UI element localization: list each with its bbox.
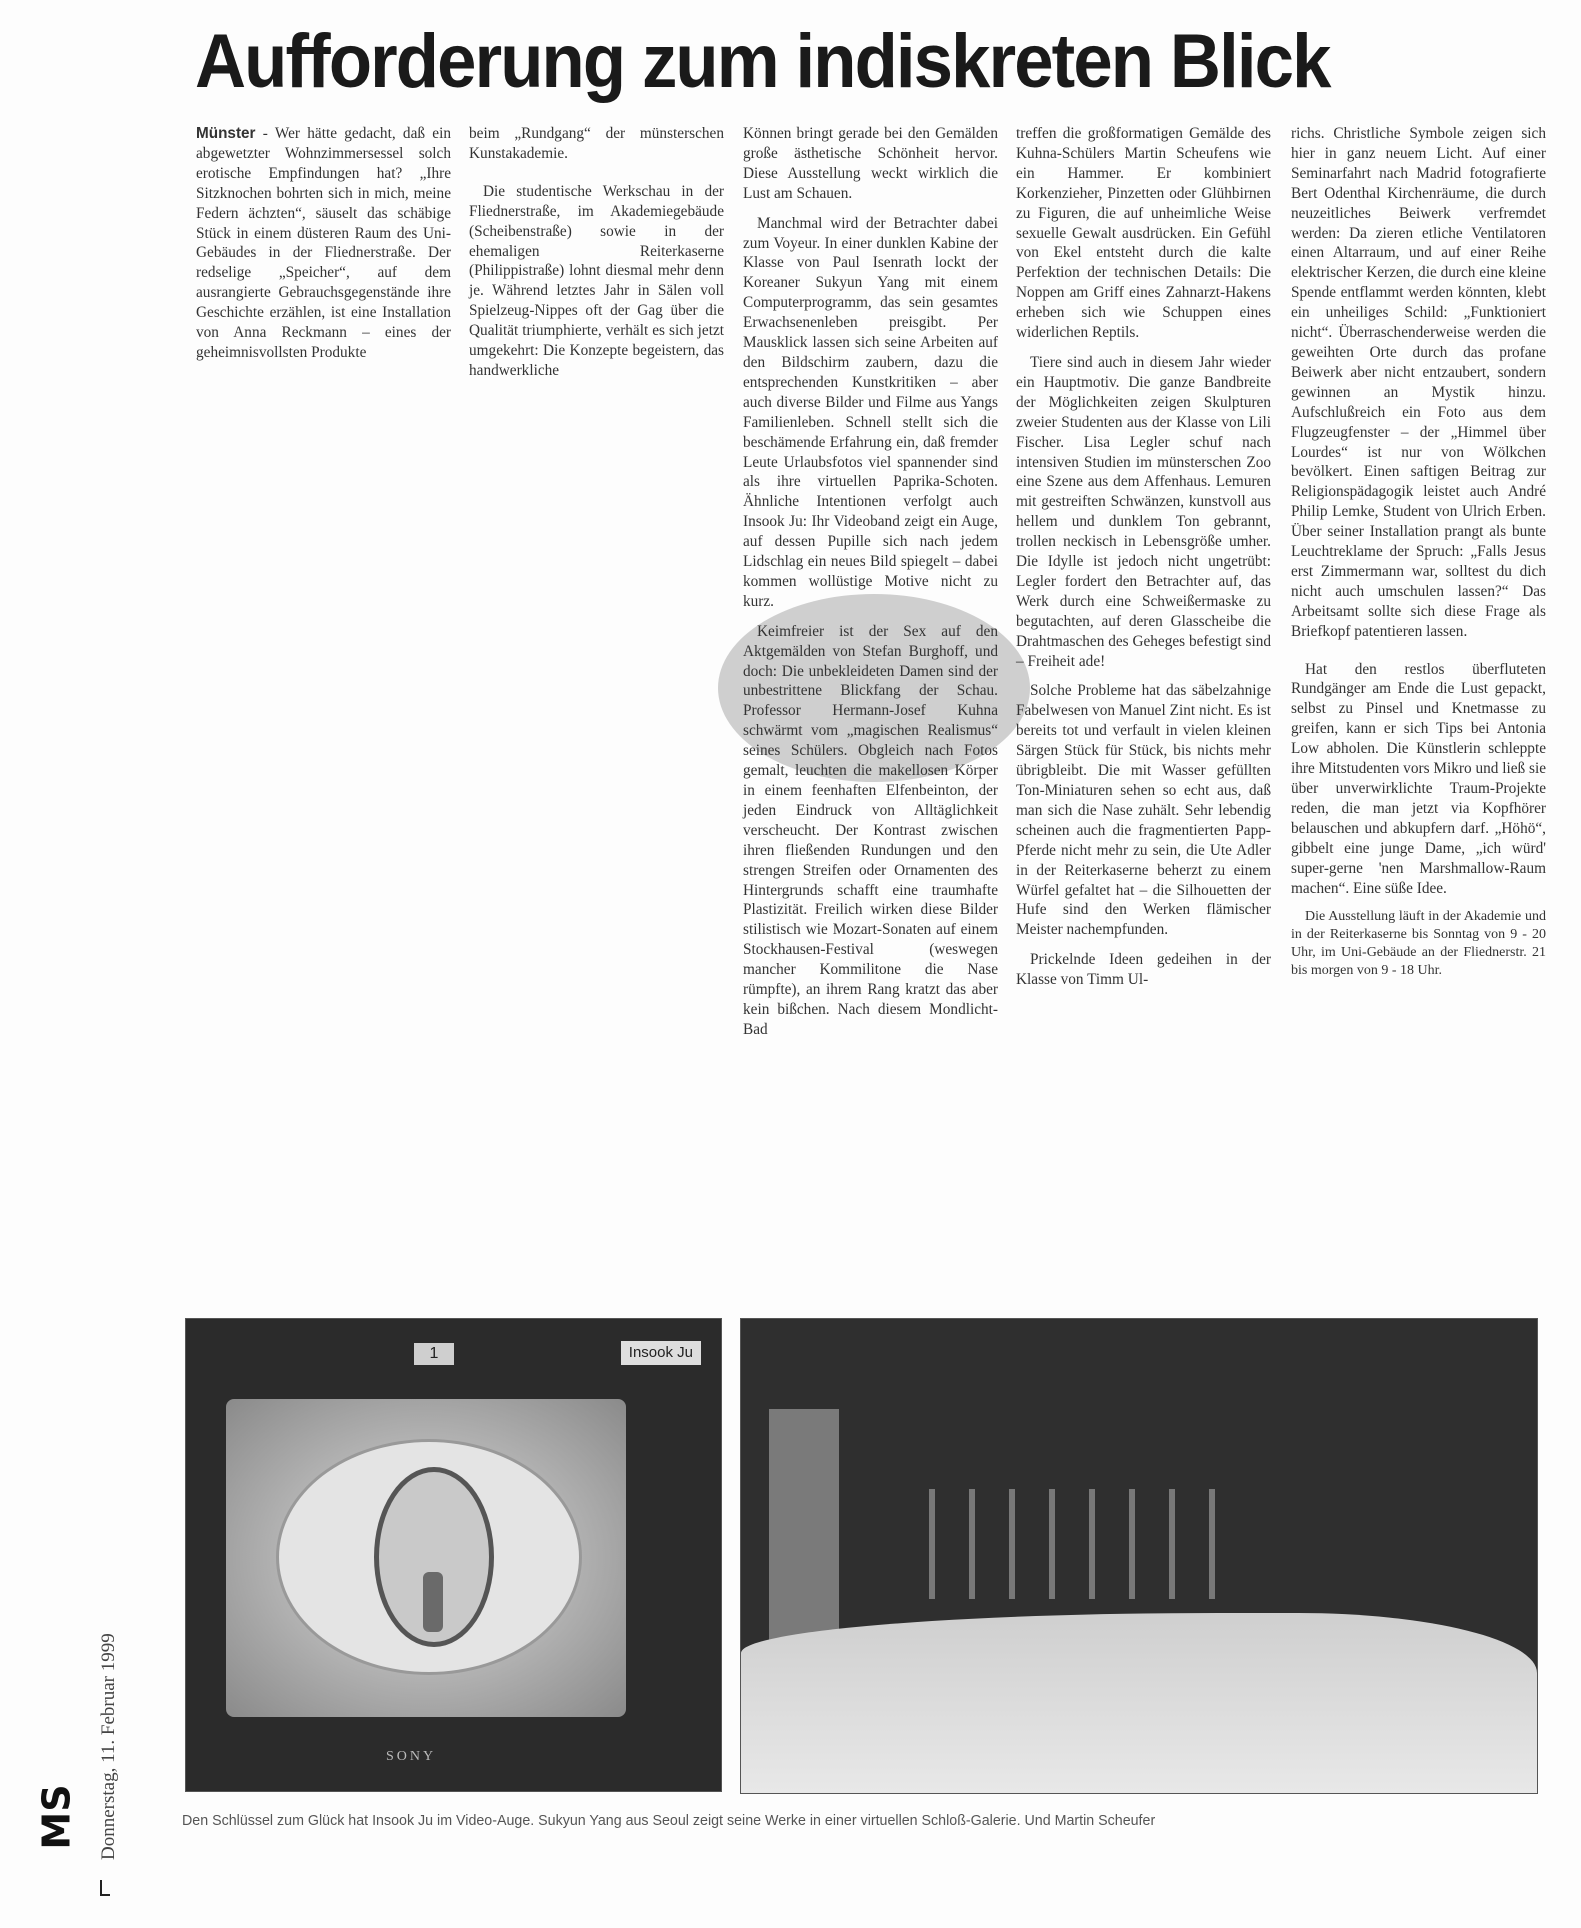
gallery-floor	[741, 1613, 1537, 1793]
paragraph: Hat den restlos überfluteten Rundgänger am Ende die Lust gepackt, selbst zu Pinsel und Knetmasse zu greifen, kann er sich Tips bei Antonia Low abholen. Die Künstlerin schleppte ihre Mitstudenten vors Mikro und ließ sie über unverwirklichte Traum-Projekte reden, die man jetzt via Kopfhörer belauschen und abkupfern darf. „Höhö“, gibbelt eine junge Dame, „ich würd' super-gerne 'nen Marshmallow-Raum machen“. Eine süße Idee.	[1291, 660, 1546, 897]
article-column-2	[469, 124, 724, 381]
paragraph: Solche Probleme hat das säbelzahnige Fabelwesen von Manuel Zint nicht. Es ist bereits tot und verfault in vielen kleinen Särgen Stück für Stück, bis nichts mehr übrigbleibt. Die mit Wasser gefüllten Ton-Miniaturen sehen so echt aus, daß man sich die Nase zuhält. Sehr lebendig scheinen auch die fragmentierten Papp-Pferde nicht mehr zu sein, die Ute Adler in der Reiterkaserne beherzt zu einem Würfel gefaltet hat – die Silhouetten der Hufe sind den Werken flämischer Meister nachempfunden.	[1016, 682, 1271, 939]
dateline: Münster	[196, 125, 256, 142]
paragraph	[196, 124, 451, 363]
exhibition-info: Die Ausstellung läuft in der Akademie und in der Reiterkaserne bis Sonntag von 9 - 20 Uhr, im Uni-Gebäude an der Fliednerstr. 21 bis morgen von 9 - 18 Uhr.	[1291, 909, 1546, 979]
paragraph: Manchmal wird der Betrachter dabei zum Voyeur. In einer dunklen Kabine der Klasse von Paul Isenrath lockt der Koreaner Sukyun Yang mit einem Computerprogramm, das sein gesamtes Erwachsenenleben preisgibt. Per Mausklick lassen sich seine Arbeiten auf den Bildschirm zaubern, dazu die entsprechenden Kunstkritiken – aber auch diverse Bilder und Filme aus Yangs Familienleben. Schnell stellt sich die beschämende Erfahrung ein, daß fremder Leute Urlaubsfotos viel spannender sind als ihre virtuellen Paprika-Schoten. Ähnliche Intentionen verfolgt auch Insook Ju: Ihr Videoband zeigt ein Auge, auf dessen Pupille sich nach jedem Lidschlag ein neues Bild spiegelt – dabei kommen wollüstige Motive nicht zu kurz.	[743, 214, 998, 610]
article-column-1	[196, 124, 451, 363]
paragraph-text: - Wer hätte gedacht, daß ein abgewetzter Wohnzimmersessel solch erotische Empfindungen hat? „Ihre Sitzknochen bohrten sich in mich, meine Federn ächzten“, säuselt das schäbige Stück in einem düsteren Raum des Uni-Gebäudes in der Fliednerstraße. Der redselige „Speicher“, auf dem ausrangierte Gebrauchsgegenstände ihre Geschichte erzählen, ist eine Installation von Anna Reckmann – eines der geheimnisvollsten Produkte	[196, 125, 451, 361]
paragraph: Prickelnde Ideen gedeihen in der Klasse von Timm Ul-	[1016, 951, 1271, 989]
crop-mark	[100, 1880, 110, 1896]
eye-icon	[276, 1439, 582, 1675]
paragraph: Können bringt gerade bei den Gemälden große ästhetische Schönheit hervor. Diese Ausstellung weckt wirklich die Lust am Schauen.	[743, 125, 998, 202]
pupil-icon	[374, 1467, 494, 1647]
photo-video-eye	[185, 1318, 722, 1792]
paragraph: Die studentische Werkschau in der Fliednerstraße, im Akademiegebäude (Scheibenstraße) sowie in der ehemaligen Reiterkaserne (Philippistraße) lohnt diesmal mehr denn je. Während letztes Jahr in Sälen voll Spielzeug-Nippes oft der Gag über die Qualität triumphierte, verhält es sich jetzt umgekehrt: Die Konzepte begeistern, das handwerkliche	[469, 182, 724, 379]
paragraph: Keimfreier ist der Sex auf den Aktgemälden von Stefan Burghoff, und doch: Die unbekleideten Damen sind der unbestrittene Blickfang der Schau. Professor Hermann-Josef Kuhna schwärmt vom „magischen Realismus“ seines Schülers. Obgleich nach Fotos gemalt, leuchten die makellosen Körper in einem feenhaften Elfenbeinton, der jeden Eindruck von Alltäglichkeit verscheucht. Der Kontrast zwischen ihren fließenden Rundungen und den strengen Streifen oder Ornamenten des Hintergrunds schafft eine traumhafte Plastizität. Freilich wirken diese Bilder stilistisch wie Mozart-Sonaten auf einem Stockhausen-Festival (weswegen mancher Kommilitone die Nase rümpfte), an ihrem Rang kratzt das aber kein bißchen. Nach diesem Mondlicht-Bad	[743, 622, 998, 1038]
photo-virtual-gallery	[740, 1318, 1538, 1794]
paragraph: Tiere sind auch in diesem Jahr wieder ein Hauptmotiv. Die ganze Bandbreite der Möglichkeiten zeigen Skulpturen zweier Studenten aus der Klasse von Lili Fischer. Lisa Legler schuf nach intensiven Studien im münsterschen Zoo eine Szene aus dem Affenhaus. Lemuren mit gestreiften Schwänzen, kunstvoll aus hellem und dunklem Ton gebrannt, trollen neckisch in Lebensgröße umher. Die Idylle ist jedoch nicht ungetrübt: Legler fordert den Betrachter auf, das Werk durch eine Schweißermaske zu begutachten, auf deren Glasscheibe die Drahtmaschen des Geheges befestigt sind – Freiheit ade!	[1016, 353, 1271, 670]
tv-brand-label: SONY	[386, 1749, 437, 1764]
paragraph: treffen die großformatigen Gemälde des Kuhna-Schülers Martin Scheufens wie ein Hammer. Er kombiniert Korkenzieher, Pinzetten oder Glühbirnen zu Figuren, die auf unheimliche Weise sexuelle Gewalt ausdrücken. Ein Gefühl von Ekel entsteht durch die kalte Perfektion der technischen Details: Die Noppen am Griff eines Zahnarzt-Hakens erheben sich wie Schuppen eines widerlichen Reptils.	[1016, 125, 1271, 342]
paragraph: richs. Christliche Symbole zeigen sich hier in ganz neuem Licht. Auf einer Seminarfahrt nach Madrid fotografierte Bert Odenthal Kirchenräume, die durch neuzeitliches Beiwerk verfremdet werden: Da zieren etliche Ventilatoren einen Altarraum, und auf einer Reihe elektrischer Kerzen, die durch eine kleine Spende entflammt werden könnten, klebt ein unheiliges Schild: „Funktioniert nicht“. Überraschenderweise werden die geweihten Orte durch das profane Beiwerk aber nicht entzaubert, sondern gewinnen an Mystik hinzu. Aufschlußreich ein Foto aus dem Flugzeugfenster – der „Himmel über Lourdes“ ist nur von Wölkchen bevölkert. Einen saftigen Beitrag zur Religionspädagogik leistet auch André Philip Lemke, Student von Ulrich Erben. Über seiner Installation prangt als bunte Leuchtreklame der Spruch: „Falls Jesus erst Zimmermann war, solltest du dich nicht auch umschulen lassen?“ Das Arbeitsamt sollte sich diese Frage als Briefkopf patentieren lassen.	[1291, 125, 1546, 640]
gallery-painting	[769, 1409, 839, 1649]
handwritten-initials: MS	[34, 1784, 79, 1850]
key-icon	[423, 1572, 443, 1632]
paragraph: beim „Rundgang“ der münsterschen Kunstakademie.	[469, 125, 724, 162]
screen-tab-number: 1	[414, 1343, 454, 1365]
tv-screen	[226, 1399, 626, 1717]
headline: Aufforderung zum indiskreten Blick	[195, 19, 1330, 104]
article-column-4	[1016, 124, 1271, 990]
screen-tab-artist: Insook Ju	[621, 1341, 701, 1365]
photo-caption: Den Schlüssel zum Glück hat Insook Ju im Video-Auge. Sukyun Yang aus Seoul zeigt seine Werke in einer virtuellen Schloß-Galerie. Und Martin Scheufer	[182, 1812, 1156, 1829]
article-column-3	[743, 124, 998, 1040]
gallery-corridor	[911, 1489, 1231, 1599]
publication-date: Donnerstag, 11. Februar 1999	[98, 1633, 119, 1860]
article-column-5	[1291, 124, 1546, 980]
